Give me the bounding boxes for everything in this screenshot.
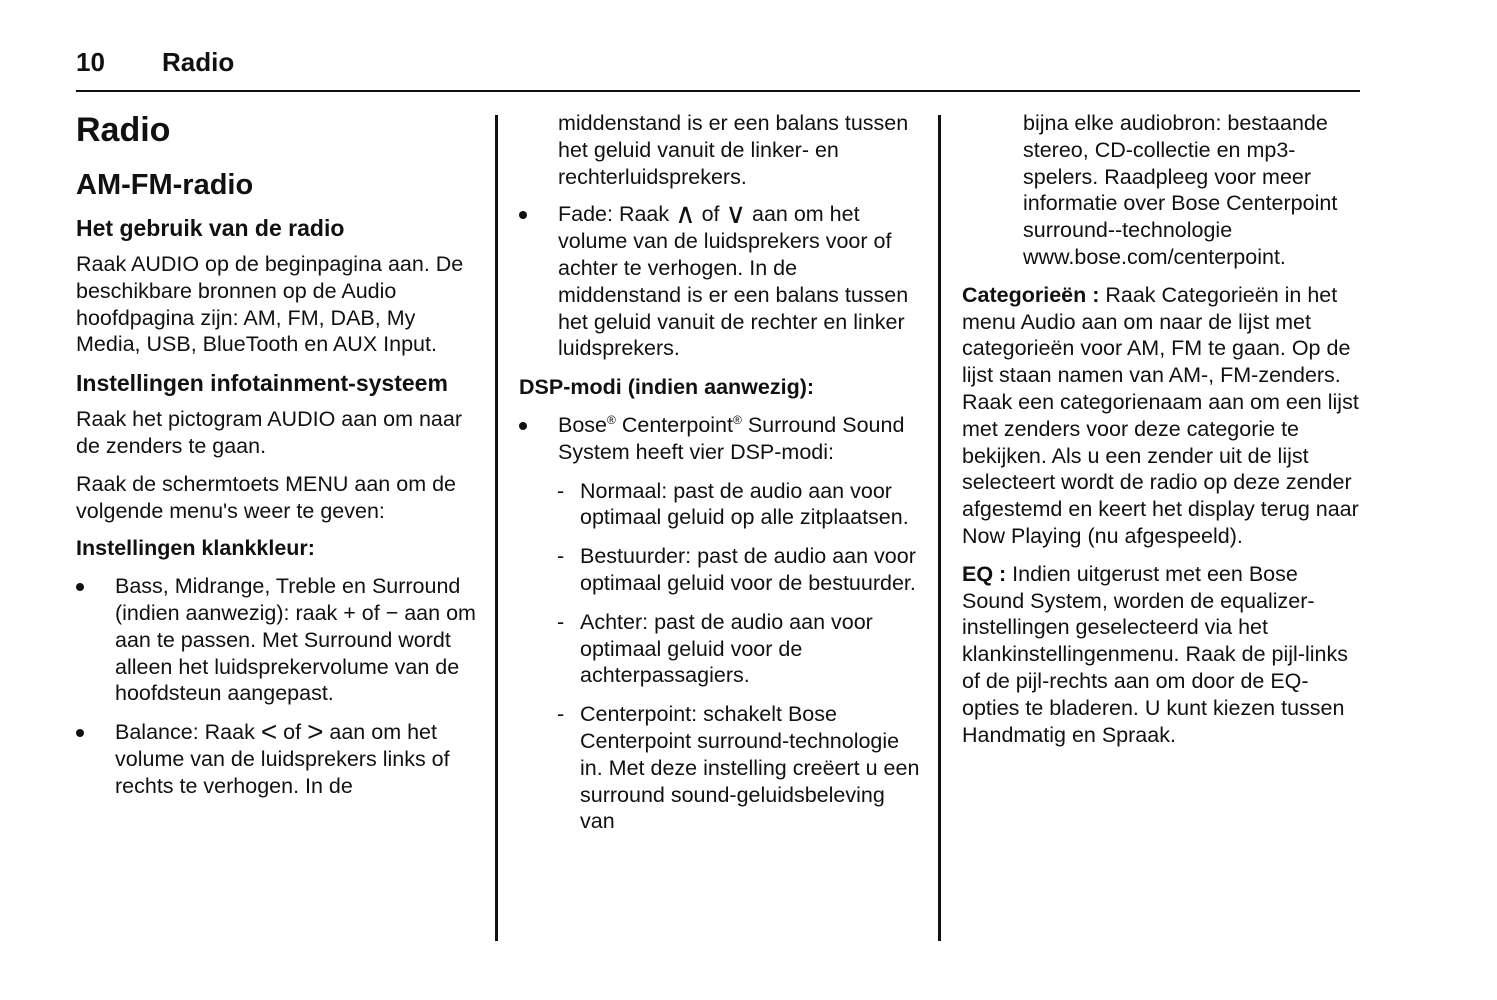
chevron-right-icon: > xyxy=(307,716,324,748)
paragraph: Raak AUDIO op de beginpagina aan. De beschikbare bronnen op de Audio hoofdpagina zijn: AM, FM, DAB, My Media, USB, BlueTooth en AUX Input. xyxy=(76,252,464,357)
list-item: Bose® Centerpoint® Surround Sound System heeft vier DSP-modi: xyxy=(519,412,924,466)
column-divider xyxy=(495,115,498,941)
sub-list-item: - Centerpoint: schakelt Bose Centerpoint surround-technologie in. Met deze instelling creëert u een surround sound-geluidsbeleving van xyxy=(557,702,920,834)
list-label: Instellingen klankkleur: xyxy=(76,536,315,561)
list-item: Fade: Raak ∧ of ∨ aan om het volume van de luidsprekers voor of achter te verhogen. In de middenstand is er een balans tussen het geluid vanuit de rechter en linker luidsprekers. xyxy=(519,201,924,362)
subsection-heading: Instellingen infotainment-systeem xyxy=(76,370,448,397)
paragraph-continued: bijna elke audiobron: bestaande stereo, CD-collectie en mp3-spelers. Raadpleeg voor meer informatie over Bose Centerpoint surround--technologie www.bose.com/centerpoint. xyxy=(1023,111,1338,269)
paragraph: Raak de schermtoets MENU aan om de volgende menu's weer te geven: xyxy=(76,471,456,523)
sub-list-item: - Bestuurder: past de audio aan voor optimaal geluid voor de bestuurder. xyxy=(557,544,916,595)
chevron-up-icon: ∧ xyxy=(675,198,696,230)
dash-icon: - xyxy=(557,609,565,634)
column-1 xyxy=(76,110,476,812)
paragraph-continued: middenstand is er een balans tussen het geluid vanuit de linker- en rechterluidsprekers. xyxy=(558,111,909,189)
registered-mark: ® xyxy=(607,412,616,427)
list-item: Balance: Raak < of > aan om het volume van de luidsprekers links of rechts te verhogen. In de xyxy=(76,719,476,799)
dash-icon: - xyxy=(557,478,565,503)
column-divider xyxy=(938,115,941,941)
term-label: Categorieën : xyxy=(962,282,1100,307)
section-heading: AM-FM-radio xyxy=(76,169,254,201)
subsection-heading: Het gebruik van de radio xyxy=(76,215,345,241)
paragraph-categories: Categorieën : Raak Categorieën in het menu Audio aan om naar de lijst met categorieën voor AM, FM te gaan. Op de lijst staan namen van AM-, FM-zenders. Raak een categorienaam aan om een lijst met zenders voor deze categorie te bekijken. Als u een zender uit de lijst selecteert wordt de radio op deze zender afgestemd en keert het display terug naar Now Playing (nu afgespeeld). xyxy=(962,282,1359,548)
paragraph: Raak het pictogram AUDIO aan om naar de zenders te gaan. xyxy=(76,407,462,458)
registered-mark: ® xyxy=(733,412,742,427)
list-item: Bass, Midrange, Treble en Surround (indien aanwezig): raak + of − aan om aan te passen. Met Surround wordt alleen het luidsprekervolume van de hoofdsteun aangepast. xyxy=(76,573,476,707)
bullet-icon xyxy=(519,211,527,219)
sub-list-item: - Normaal: past de audio aan voor optimaal geluid op alle zitplaatsen. xyxy=(557,478,909,530)
bullet-icon xyxy=(519,422,527,430)
dash-icon: - xyxy=(557,544,565,569)
sub-list-item: - Achter: past de audio aan voor optimaal geluid voor de achterpassagiers. xyxy=(557,609,873,688)
running-title: Radio xyxy=(162,47,235,77)
paragraph-eq: EQ : Indien uitgerust met een Bose Sound System, worden de equalizer-instellingen geselecteerd via het klankinstellingenmenu. Raak de pijl-links of de pijl-rechts aan om door de EQ-opties te bladeren. U kunt kiezen tussen Handmatig en Spraak. xyxy=(962,561,1349,747)
chevron-left-icon: < xyxy=(260,716,278,748)
chevron-down-icon: ∨ xyxy=(725,198,747,230)
dash-icon: - xyxy=(557,702,565,727)
chapter-title: Radio xyxy=(76,111,171,149)
list-label: DSP-modi (indien aanwezig): xyxy=(519,375,815,400)
term-label: EQ : xyxy=(962,561,1013,586)
page-header xyxy=(76,44,1360,92)
column-3 xyxy=(962,110,1362,759)
bullet-icon xyxy=(76,583,84,591)
column-2 xyxy=(519,110,924,847)
page-number: 10 xyxy=(76,47,105,77)
bullet-icon xyxy=(76,729,84,737)
